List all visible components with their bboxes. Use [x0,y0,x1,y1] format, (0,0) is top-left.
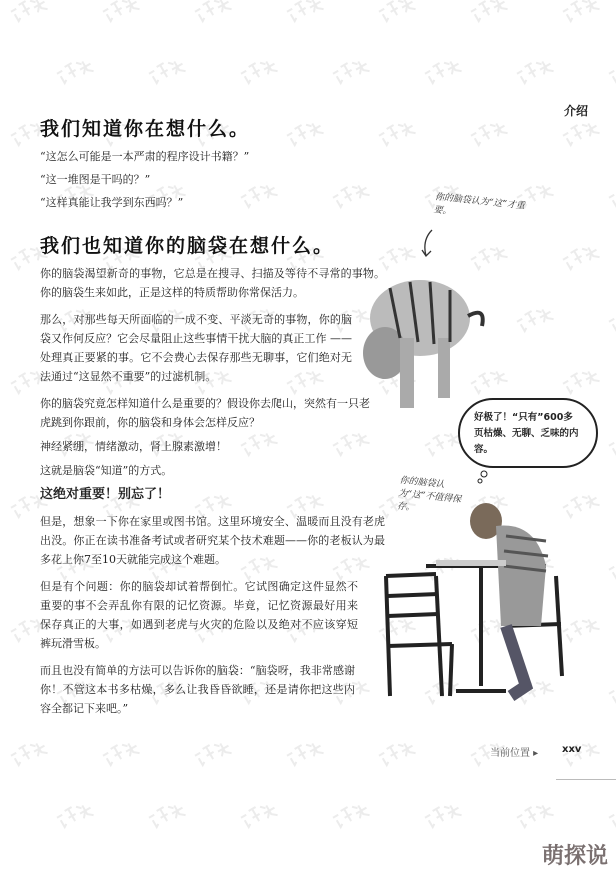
tiger-annotation: 你的脑袋认为“这”才重要。 [433,192,526,218]
paragraph: 而且也没有简单的方法可以告诉你的脑袋：“脑袋呀，我非常感谢你！不管这本书多枯燥，多么让我昏昏欲睡，还是请你把这些内容全都记下来吧。” [40,664,355,715]
watermark-mark [286,737,324,770]
section-label: 介绍 [563,104,588,118]
watermark-mark [378,737,416,770]
paragraph: 你的脑袋渴望新奇的事物，它总是在搜寻、扫描及等待不寻常的事物。你的脑袋生来如此，正是这样的特质帮助你常保活力。 [40,267,385,299]
heading-important: 这绝对重要！别忘了！ [40,487,171,502]
watermark-mark [240,799,278,832]
page-number: xxv [562,744,582,755]
watermark-mark [516,799,554,832]
watermark-mark [148,55,186,88]
watermark-mark [562,241,600,274]
watermark-mark [608,427,616,460]
watermark-mark [608,675,616,708]
watermark-mark [240,55,278,88]
watermark-mark [424,799,462,832]
watermark-mark [194,0,232,26]
paragraph: 你的脑袋究竟怎样知道什么是重要的？假设你去爬山，突然有一只老虎跳到你跟前，你的脑袋和身体会怎样反应？ [40,397,370,429]
watermark-mark [102,0,140,26]
heading-brain: 我们也知道你的脑袋在想什么。 [40,235,335,257]
bubble-tail-icon [476,470,490,484]
watermark-mark [56,55,94,88]
watermark-mark [608,303,616,336]
watermark-mark [608,551,616,584]
watermark-mark [470,117,508,150]
watermark-mark [424,427,462,460]
paragraph: 但是有个问题：你的脑袋却试着帮倒忙。它试图确定这件显然不重要的事不会弄乱你有限的记忆资源。毕竟，记忆资源最好用来保存真正的大事，如遇到老虎与火灾的危险以及绝对不应该穿短裤玩滑雪板。 [40,580,358,650]
paragraph: 这就是脑袋“知道”的方式。 [40,464,173,477]
brand-watermark: 萌探说 [541,844,608,869]
quote-1: “这怎么可能是一本严肃的程序设计书籍？” [40,150,250,163]
heading-we-know: 我们知道你在想什么。 [40,118,251,140]
footer-location: 当前位置 ▸ [490,748,539,759]
watermark-mark [332,55,370,88]
thought-bubble: 好极了！“只有”600多页枯燥、无聊、乏味的内容。 [458,398,598,468]
watermark-mark [562,365,600,398]
watermark-mark [10,0,48,26]
watermark-mark [562,0,600,26]
man-annotation: 你的脑袋认为“这”不值得保存。 [396,475,462,514]
arrow-icon [418,228,438,260]
watermark-mark [424,55,462,88]
paragraph: 那么，对那些每天所面临的一成不变、平淡无奇的事物，你的脑袋又作何反应？它会尽量阻止这些事情干扰大脑的真正工作 —— 处理真正要紧的事。它不会费心去保存那些无聊事，它们绝对无法通过“这显然不重要”的过滤机制。 [40,313,352,383]
quote-3: “这样真能让我学到东西吗？” [40,196,184,209]
watermark-mark [608,799,616,832]
paragraph: 但是，想象一下你在家里或图书馆。这里环境安全、温暖而且没有老虎出没。你正在读书准备考试或者研究某个技术难题——你的老板认为最多花上你7至10天就能完成这个难题。 [40,515,385,566]
watermark-mark [470,0,508,26]
watermark-mark [608,179,616,212]
watermark-mark [286,0,324,26]
watermark-mark [562,117,600,150]
watermark-mark [516,303,554,336]
main-text-column [40,116,385,718]
man-at-table-illustration [356,496,576,706]
watermark-mark [608,55,616,88]
watermark-mark [516,55,554,88]
watermark-mark [10,737,48,770]
watermark-mark [102,737,140,770]
footer-rule [556,779,616,780]
paragraph: 神经紧绷，情绪激动，肾上腺素激增！ [40,440,227,453]
watermark-mark [148,799,186,832]
watermark-mark [378,0,416,26]
watermark-mark [194,737,232,770]
quote-2: “这一堆图是干吗的？” [40,173,151,186]
watermark-mark [56,799,94,832]
watermark-mark [332,799,370,832]
